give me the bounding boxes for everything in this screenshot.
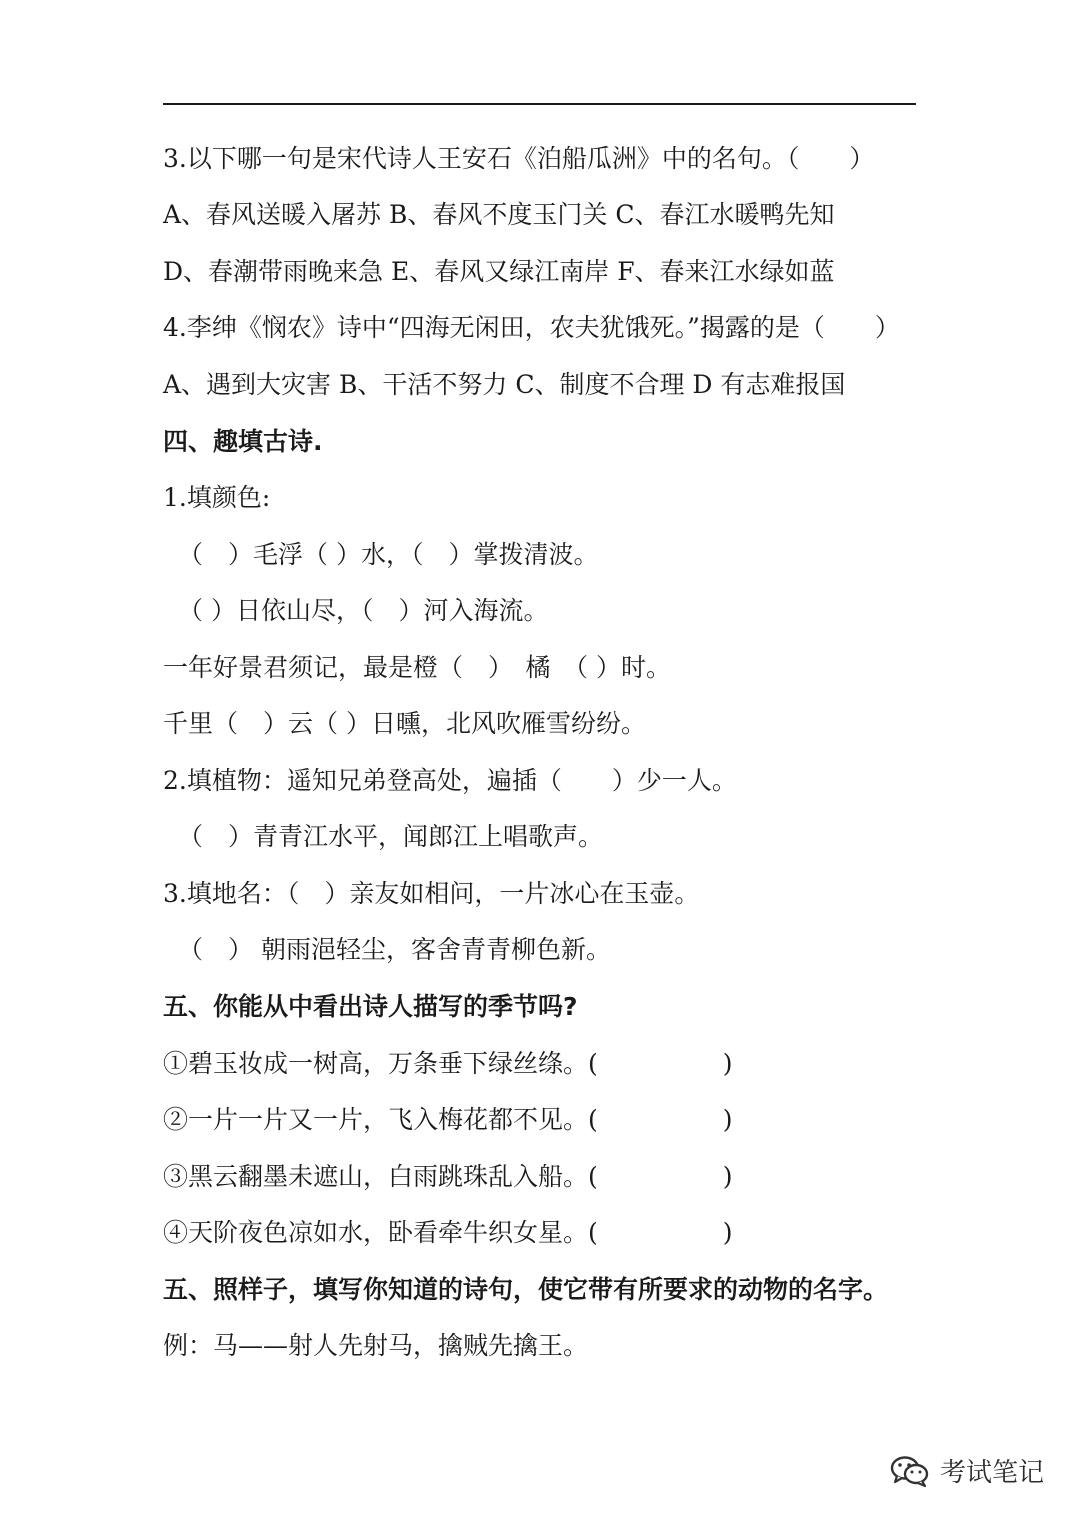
fill-color-line-3: 一年好景君须记，最是橙（ ） 橘 （ ）时。	[163, 653, 671, 682]
question-3-options-d-f: D、春潮带雨晚来急 E、春风又绿江南岸 F、春来江水绿如蓝	[163, 257, 835, 286]
watermark	[890, 1452, 1044, 1489]
watermark-text: 考试笔记	[939, 1458, 1044, 1488]
season-item-2: ②一片一片又一片，飞入梅花都不见。( )	[163, 1105, 733, 1134]
section-5-heading: 五、你能从中看出诗人描写的季节吗?	[163, 992, 578, 1021]
fill-place-line-1: 3.填地名：（ ）亲友如相问，一片冰心在玉壶。	[163, 879, 700, 908]
fill-color-label: 1.填颜色:	[163, 483, 271, 512]
section-4-heading: 四、趣填古诗.	[163, 427, 323, 456]
fill-plant-line-1: 2.填植物：遥知兄弟登高处，遍插（ ）少一人。	[163, 766, 737, 795]
season-item-4: ④天阶夜色凉如水，卧看牵牛织女星。( )	[163, 1218, 733, 1247]
fill-plant-line-2: （ ）青青江水平，闻郎江上唱歌声。	[178, 822, 604, 851]
top-rule	[163, 103, 916, 105]
question-3: 3.以下哪一句是宋代诗人王安石《泊船瓜洲》中的名句。（ ）	[163, 144, 875, 173]
question-4-options: A、遇到大灾害 B、干活不努力 C、制度不合理 D 有志难报国	[163, 370, 846, 399]
example-line: 例：马——射人先射马，擒贼先擒王。	[163, 1331, 589, 1360]
question-4: 4.李绅《悯农》诗中“四海无闲田，农夫犹饿死。”揭露的是（ ）	[163, 313, 900, 342]
season-item-3: ③黑云翻墨未遮山，白雨跳珠乱入船。( )	[163, 1162, 733, 1191]
section-5b-heading: 五、照样子，填写你知道的诗句，使它带有所要求的动物的名字。	[163, 1275, 889, 1304]
fill-color-line-4: 千里（ ）云（ ）日曛，北风吹雁雪纷纷。	[163, 709, 646, 738]
wechat-icon	[890, 1454, 930, 1488]
fill-color-line-1: （ ）毛浮（ ）水，（ ）掌拨清波。	[178, 540, 599, 569]
season-item-1: ①碧玉妆成一树高，万条垂下绿丝绦。( )	[163, 1049, 733, 1078]
question-3-options-a-c: A、春风送暖入屠苏 B、春风不度玉门关 C、春江水暖鸭先知	[163, 200, 835, 229]
fill-place-line-2: （ ） 朝雨浥轻尘，客舍青青柳色新。	[178, 935, 611, 964]
fill-color-line-2: （ ）日依山尽，（ ）河入海流。	[178, 596, 549, 625]
